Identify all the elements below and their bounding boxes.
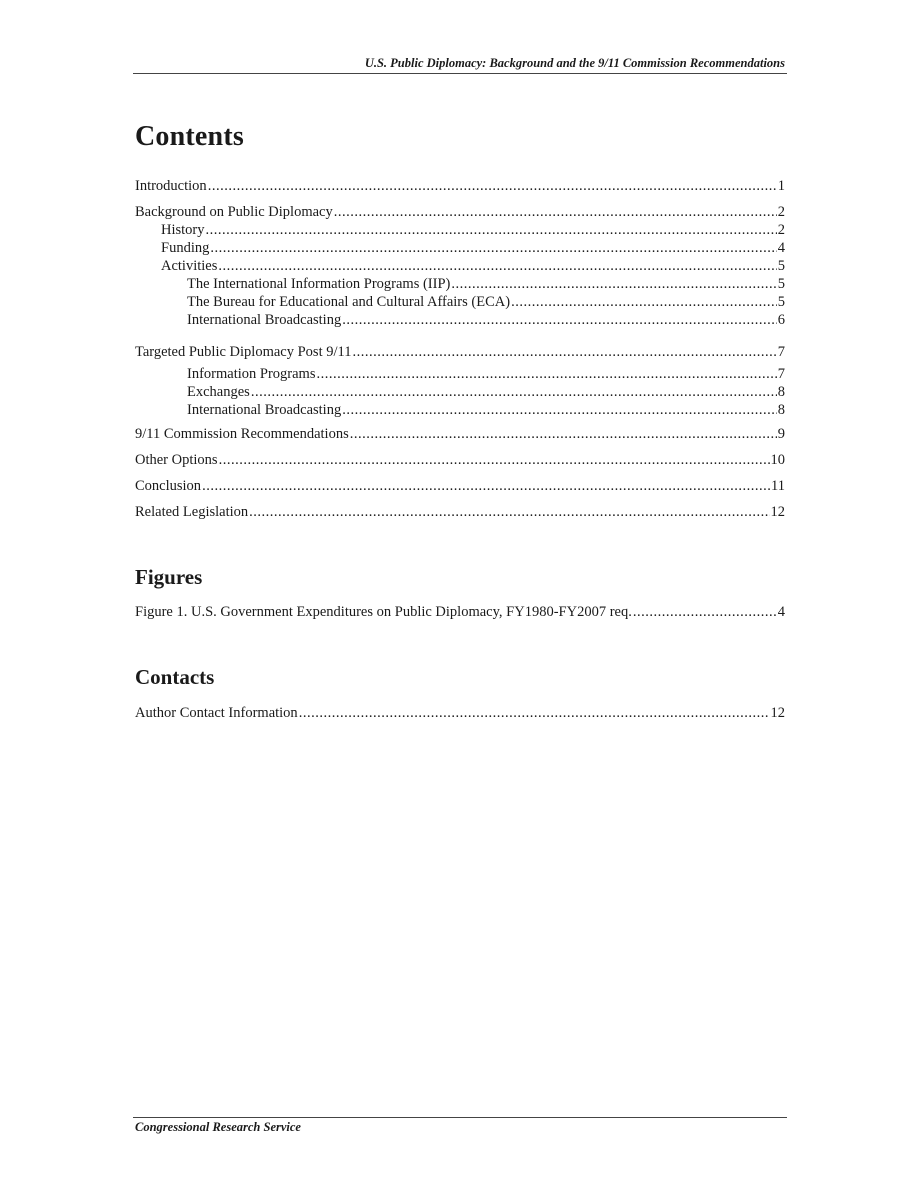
toc-entry-intl-broadcasting-2[interactable] xyxy=(135,401,785,419)
toc-entry-label: Related Legislation xyxy=(135,504,249,520)
contents-list xyxy=(135,477,785,495)
toc-entry-page: 2 xyxy=(777,204,785,220)
dot-leader xyxy=(299,704,770,722)
contents-list xyxy=(135,365,785,419)
dot-leader xyxy=(334,203,777,221)
toc-entry-label: History xyxy=(161,222,205,238)
toc-entry-activities[interactable] xyxy=(135,257,785,275)
toc-entry-page: 5 xyxy=(777,258,785,274)
toc-entry-page: 1 xyxy=(777,178,785,194)
figure-entry-page: 4 xyxy=(777,604,785,620)
toc-entry-label: Activities xyxy=(161,258,218,274)
dot-leader xyxy=(342,311,777,329)
toc-entry-page: 8 xyxy=(777,402,785,418)
toc-entry-label: Exchanges xyxy=(187,384,250,400)
contents-list xyxy=(135,177,785,195)
dot-leader xyxy=(219,451,770,469)
contents-list xyxy=(135,503,785,521)
toc-entry-label: Introduction xyxy=(135,178,207,194)
dot-leader xyxy=(633,603,777,621)
figures-list xyxy=(135,603,785,621)
contents-list xyxy=(135,203,785,329)
contact-entry-label: Author Contact Information xyxy=(135,705,298,721)
toc-entry-page: 8 xyxy=(777,384,785,400)
toc-entry-page: 9 xyxy=(777,426,785,442)
toc-entry-page: 12 xyxy=(770,504,785,520)
dot-leader xyxy=(316,365,776,383)
toc-entry-funding[interactable] xyxy=(135,239,785,257)
dot-leader xyxy=(350,425,777,443)
contacts-list xyxy=(135,704,785,722)
toc-entry-page: 6 xyxy=(777,312,785,328)
toc-entry-background[interactable] xyxy=(135,203,785,221)
dot-leader xyxy=(210,239,776,257)
toc-entry-history[interactable] xyxy=(135,221,785,239)
toc-entry-page: 10 xyxy=(770,452,785,468)
dot-leader xyxy=(342,401,777,419)
toc-entry-page: 7 xyxy=(777,344,785,360)
toc-entry-page: 4 xyxy=(777,240,785,256)
dot-leader xyxy=(208,177,777,195)
dot-leader xyxy=(451,275,776,293)
contents-list xyxy=(135,451,785,469)
dot-leader xyxy=(206,221,777,239)
toc-entry-intl-broadcasting[interactable] xyxy=(135,311,785,329)
footer-rule xyxy=(133,1117,787,1118)
footer-text: Congressional Research Service xyxy=(135,1120,301,1134)
dot-leader xyxy=(218,257,776,275)
contact-entry-author[interactable] xyxy=(135,704,785,722)
toc-entry-commission[interactable] xyxy=(135,425,785,443)
toc-entry-iip[interactable] xyxy=(135,275,785,293)
contents-list xyxy=(135,343,785,361)
dot-leader xyxy=(352,343,776,361)
running-header: U.S. Public Diplomacy: Background and the 9/11 Commission Recommendations xyxy=(364,56,785,70)
toc-entry-label: The Bureau for Educational and Cultural Affairs (ECA) xyxy=(187,294,511,310)
header-rule xyxy=(133,73,787,74)
toc-entry-page: 7 xyxy=(777,366,785,382)
toc-entry-label: Funding xyxy=(161,240,210,256)
toc-entry-page: 5 xyxy=(777,294,785,310)
dot-leader xyxy=(511,293,777,311)
toc-entry-label: Targeted Public Diplomacy Post 9/11 xyxy=(135,344,352,360)
toc-entry-conclusion[interactable] xyxy=(135,477,785,495)
toc-entry-eca[interactable] xyxy=(135,293,785,311)
contacts-title: Contacts xyxy=(135,665,215,689)
toc-entry-information-programs[interactable] xyxy=(135,365,785,383)
dot-leader xyxy=(202,477,770,495)
toc-entry-label: Background on Public Diplomacy xyxy=(135,204,333,220)
toc-entry-label: 9/11 Commission Recommendations xyxy=(135,426,349,442)
toc-entry-label: International Broadcasting xyxy=(187,312,342,328)
toc-entry-other-options[interactable] xyxy=(135,451,785,469)
toc-entry-related-legislation[interactable] xyxy=(135,503,785,521)
toc-entry-page: 5 xyxy=(777,276,785,292)
toc-entry-label: International Broadcasting xyxy=(187,402,342,418)
figure-entry-1[interactable] xyxy=(135,603,785,621)
contents-title: Contents xyxy=(135,121,244,152)
figure-entry-label: Figure 1. U.S. Government Expenditures on Public Diplomacy, FY1980-FY2007 req. xyxy=(135,604,632,620)
toc-entry-page: 11 xyxy=(771,478,785,494)
toc-entry-targeted[interactable] xyxy=(135,343,785,361)
toc-entry-label: Conclusion xyxy=(135,478,202,494)
toc-entry-exchanges[interactable] xyxy=(135,383,785,401)
toc-entry-label: Information Programs xyxy=(187,366,316,382)
dot-leader xyxy=(249,503,769,521)
toc-entry-label: Other Options xyxy=(135,452,218,468)
contact-entry-page: 12 xyxy=(770,705,785,721)
toc-entry-introduction[interactable] xyxy=(135,177,785,195)
dot-leader xyxy=(251,383,777,401)
toc-entry-page: 2 xyxy=(777,222,785,238)
contents-list xyxy=(135,425,785,443)
toc-entry-label: The International Information Programs (IIP) xyxy=(187,276,451,292)
figures-title: Figures xyxy=(135,565,203,589)
